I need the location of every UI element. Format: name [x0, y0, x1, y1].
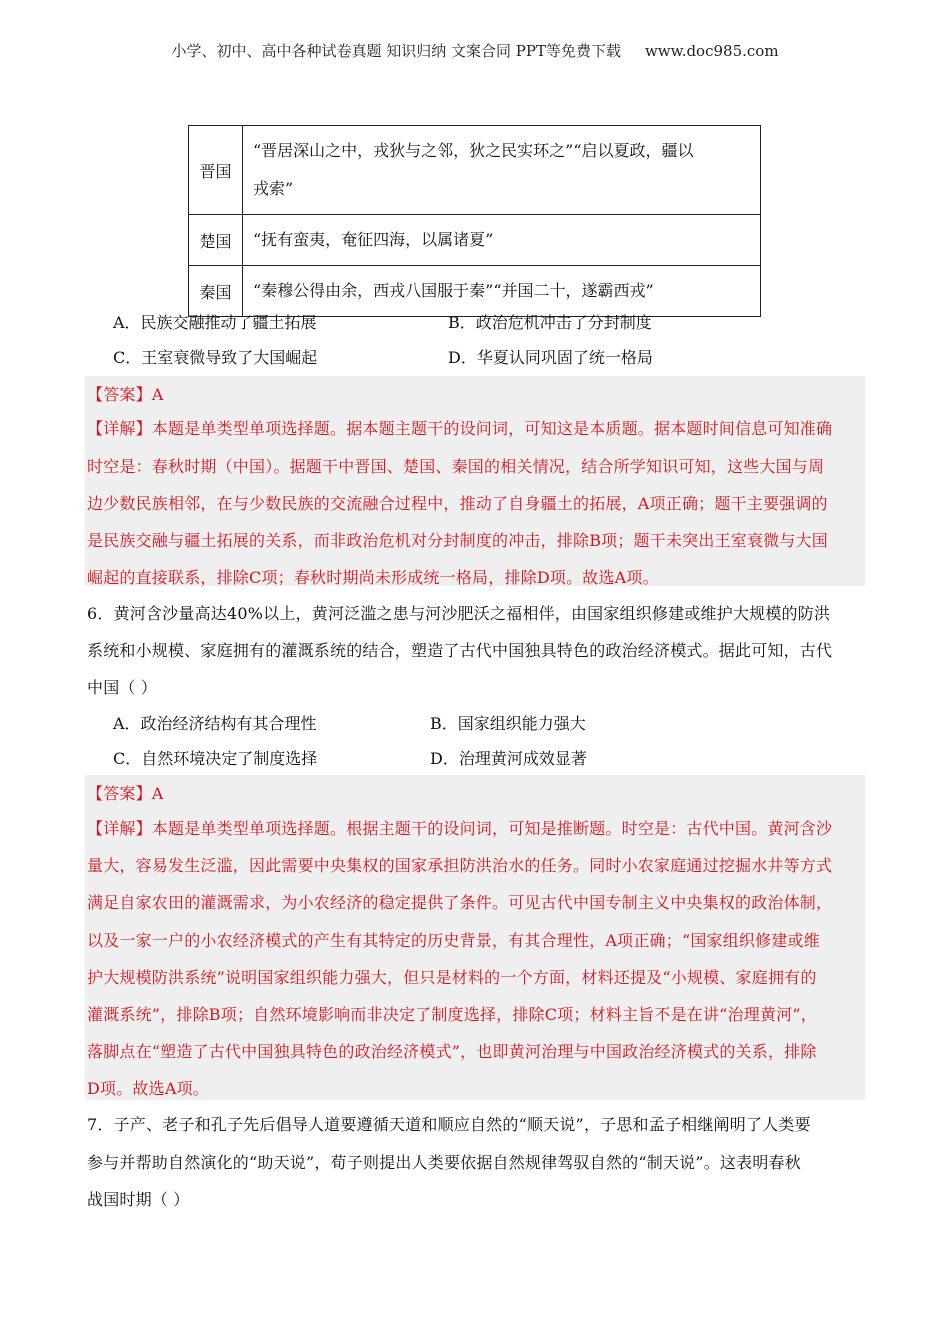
quote-cell: “秦穆公得由余，西戎八国服于秦”“并国二十，遂霸西戎”: [243, 266, 761, 317]
page-header: [0, 40, 950, 61]
q6-detail-line: 【详解】本题是单类型单项选择题。根据主题干的设问词，可知是推断题。时空是：古代中国。黄河含沙: [87, 819, 833, 838]
q5-detail-line: 边少数民族相邻，在与少数民族的交流融合过程中，推动了自身疆土的拓展，A项正确；题干主要强调的: [87, 494, 828, 513]
quote-cell: [243, 126, 761, 215]
quote-line: “晋居深山之中，戎狄与之邻，狄之民实环之”“启以夏政，疆以: [253, 141, 694, 160]
q6-detail-line: 灌溉系统”，排除B项；自然环境影响而非决定了制度选择，排除C项；材料主旨不是在讲“治理黄河”，: [87, 1005, 817, 1024]
q6-option-c[interactable]: C．自然环境决定了制度选择: [113, 749, 318, 768]
q6-detail-line: 满足自家农田的灌溉需求，为小农经济的稳定提供了条件。可见古代中国专制主义中央集权的政治体制，: [87, 893, 833, 912]
q5-option-c[interactable]: C．王室衰微导致了大国崛起: [113, 348, 318, 367]
header-url[interactable]: www.doc985.com: [644, 42, 779, 60]
state-cell: 楚国: [189, 215, 243, 266]
q7-stem-line: 战国时期（ ）: [87, 1190, 190, 1209]
state-cell: 秦国: [189, 266, 243, 317]
q6-stem-line: 6．黄河含沙量高达40%以上，黄河泛滥之患与河沙肥沃之福相伴，由国家组织修建或维护大规模的防洪: [87, 604, 831, 623]
q5-option-a[interactable]: A．民族交融推动了疆土拓展: [113, 313, 317, 332]
q5-option-b[interactable]: B．政治危机冲击了分封制度: [448, 313, 652, 332]
q5-answer-block: [85, 376, 865, 586]
q7-stem-line: 7．子产、老子和孔子先后倡导人道要遵循天道和顺应自然的“顺天说”，子思和孟子相继阐明了人类要: [87, 1115, 811, 1134]
table-row: [189, 266, 761, 317]
q6-option-d[interactable]: D．治理黄河成效显著: [430, 749, 587, 768]
q5-detail-line: 【详解】本题是单类型单项选择题。据本题主题干的设问词，可知这是本质题。据本题时间信息可知准确: [87, 419, 833, 438]
header-text: 小学、初中、高中各种试卷真题 知识归纳 文案合同 PPT等免费下载: [171, 42, 621, 60]
quote-line: 戎索”: [253, 179, 294, 198]
q6-detail-line: 护大规模防洪系统”说明国家组织能力强大，但只是材料的一个方面，材料还提及“小规模、家庭拥有的: [87, 968, 817, 987]
quote-cell: “抚有蛮夷，奄征四海，以属诸夏”: [243, 215, 761, 266]
source-table: [188, 125, 761, 317]
q5-detail-line: 是民族交融与疆土拓展的关系，而非政治危机对分封制度的冲击，排除B项；题干未突出王室衰微与大国: [87, 531, 828, 550]
q6-detail-line: 以及一家一户的小农经济模式的产生有其特定的历史背景，有其合理性，A项正确；“国家组织修建或维: [87, 931, 820, 950]
q6-stem-line: 系统和小规模、家庭拥有的灌溉系统的结合，塑造了古代中国独具特色的政治经济模式。据此可知，古代: [87, 641, 833, 660]
q6-answer: 【答案】A: [87, 784, 164, 803]
table-row: [189, 215, 761, 266]
q6-option-a[interactable]: A．政治经济结构有其合理性: [113, 714, 317, 733]
q5-detail-line: 时空是：春秋时期（中国）。据题干中晋国、楚国、秦国的相关情况，结合所学知识可知，这些大国与周: [87, 457, 825, 476]
q6-detail-line: D项。故选A项。: [87, 1079, 209, 1098]
q6-detail-line: 落脚点在“塑造了古代中国独具特色的政治经济模式”，也即黄河治理与中国政治经济模式的关系，排除: [87, 1042, 817, 1061]
q6-stem-line: 中国（ ）: [87, 678, 158, 697]
q6-detail-line: 量大，容易发生泛滥，因此需要中央集权的国家承担防洪治水的任务。同时小农家庭通过挖掘水井等方式: [87, 856, 833, 875]
q5-answer: 【答案】A: [87, 385, 164, 404]
table-row: [189, 126, 761, 215]
state-cell: 晋国: [189, 126, 243, 215]
q7-stem-line: 参与并帮助自然演化的“助天说”，荀子则提出人类要依据自然规律驾驭自然的“制天说”。这表明春秋: [87, 1153, 801, 1172]
q6-option-b[interactable]: B．国家组织能力强大: [430, 714, 586, 733]
q5-detail-line: 崛起的直接联系，排除C项；春秋时期尚未形成统一格局，排除D项。故选A项。: [87, 568, 659, 587]
q5-option-d[interactable]: D．华夏认同巩固了统一格局: [448, 348, 653, 367]
